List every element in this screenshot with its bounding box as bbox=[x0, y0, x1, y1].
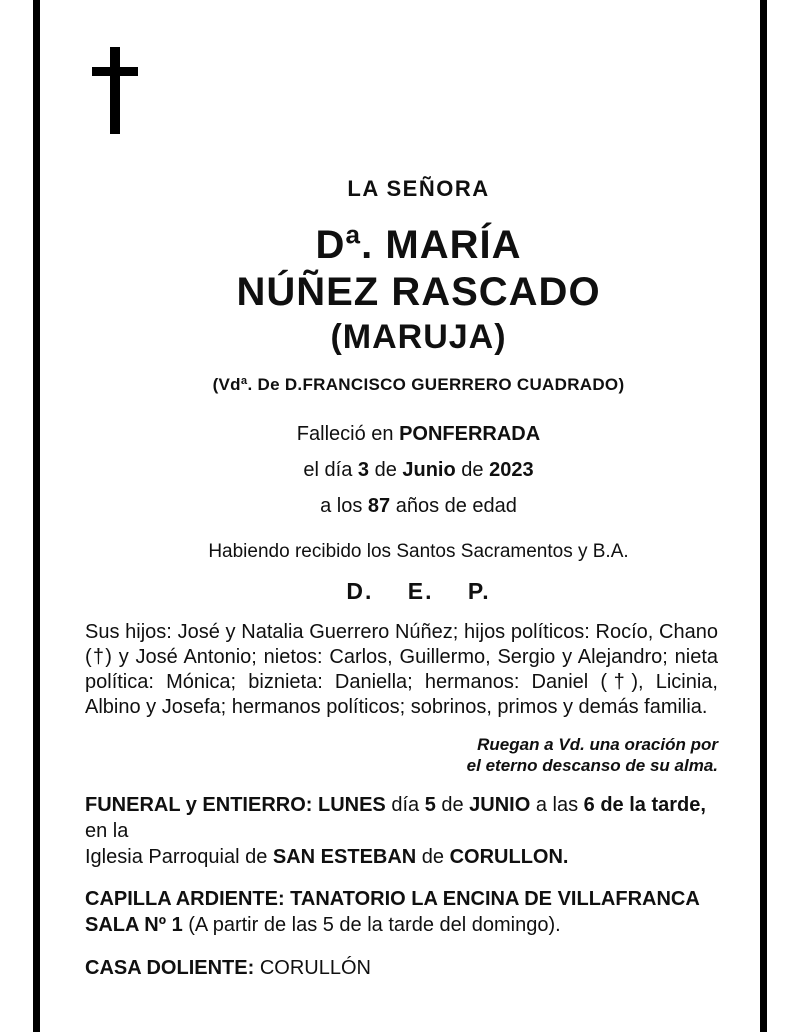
prayer-line-2: el eterno descanso de su alma. bbox=[466, 756, 718, 775]
deceased-name-line-1: Dª. MARÍA bbox=[315, 223, 522, 267]
wake-announcement: CAPILLA ARDIENTE: TANATORIO LA ENCINA DE VILLAFRANCA SALA Nº 1 (A partir de las 5 de la tarde del domingo). bbox=[85, 888, 700, 936]
death-place-line: Falleció en PONFERRADA bbox=[296, 423, 541, 445]
deceased-name-line-2: NÚÑEZ RASCADO bbox=[236, 270, 601, 314]
notice-content bbox=[85, 0, 718, 981]
salutation: LA SEÑORA bbox=[347, 176, 490, 201]
left-border-bar bbox=[33, 0, 40, 1032]
right-border-bar bbox=[760, 0, 767, 1032]
dep-line: D. E. P. bbox=[346, 578, 491, 604]
deceased-nickname: (MARUJA) bbox=[330, 318, 507, 356]
widow-note: (Vdª. De D.FRANCISCO GUERRERO CUADRADO) bbox=[212, 375, 625, 394]
family-paragraph: Sus hijos: José y Natalia Guerrero Núñez; hijos políticos: Rocío, Chano (†) y José Antonio; nietos: Carlos, Guillermo, Sergio y Alejandro; nieta política: Mónica; biznieta: Daniella; hermanos: Daniel (†), Licinia, Albino y Josefa; hermanos políticos; sobrinos, primos y demás familia. bbox=[85, 621, 718, 718]
header-section bbox=[85, 176, 718, 604]
death-info bbox=[119, 416, 718, 524]
funeral-announcement: FUNERAL y ENTIERRO: LUNES día 5 de JUNIO a las 6 de la tarde, en la Iglesia Parroquial de SAN ESTEBAN de CORULLON. bbox=[85, 794, 706, 868]
prayer-line-1: Ruegan a Vd. una oración por bbox=[477, 735, 718, 754]
sacraments-line: Habiendo recibido los Santos Sacramentos y B.A. bbox=[208, 541, 629, 562]
death-age-line: a los 87 años de edad bbox=[320, 495, 517, 517]
prayer-text bbox=[85, 734, 718, 776]
death-date-line: el día 3 de Junio de 2023 bbox=[303, 459, 534, 481]
mourning-house-line: CASA DOLIENTE: CORULLÓN bbox=[85, 957, 371, 979]
